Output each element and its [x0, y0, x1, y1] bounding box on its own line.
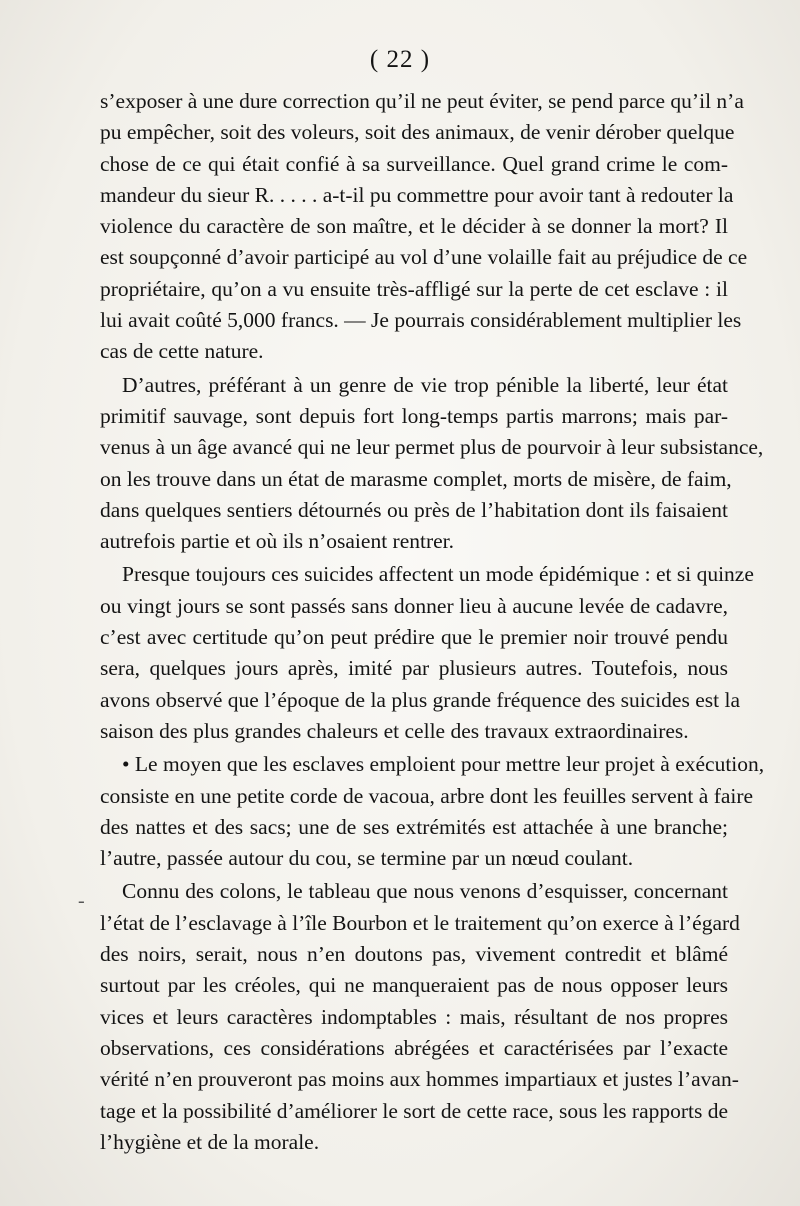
body-text: [100, 84, 765, 1158]
text-line: cas de cette nature.: [100, 339, 264, 364]
text-line: autrefois partie et où ils n’osaient rentrer.: [100, 529, 455, 554]
paragraph: [100, 876, 740, 1158]
text-line: s’exposer à une dure correction qu’il ne peut éviter, se pend parce qu’il n’a: [100, 89, 744, 113]
text-line: tage et la possibilité d’améliorer le sort de cette race, sous les rapports de: [100, 1098, 729, 1123]
text-line: avons observé que l’époque de la plus grande fréquence des suicides est la: [100, 687, 740, 712]
text-line: l’autre, passée autour du cou, se termine par un nœud coulant.: [100, 846, 634, 871]
text-line: surtout par les créoles, qui ne manqueraient pas de nous opposer leurs: [100, 973, 728, 998]
text-line: Connu des colons, le tableau que nous venons d’esquisser, concernant: [122, 879, 728, 904]
text-line: consiste en une petite corde de vacoua, arbre dont les feuilles servent à faire: [100, 783, 754, 808]
paragraph: [100, 749, 765, 874]
text-line: observations, ces considérations abrégées et caractérisées par l’exacte: [100, 1035, 728, 1060]
text-line: mandeur du sieur R. . . . . a-t-il pu commettre pour avoir tant à redouter la: [100, 182, 734, 207]
text-line: on les trouve dans un état de marasme complet, morts de misère, de faim,: [100, 466, 732, 491]
text-line: sera, quelques jours après, imité par plusieurs autres. Toutefois, nous: [100, 656, 728, 681]
text-line: violence du caractère de son maître, et le décider à se donner la mort? Il: [100, 214, 728, 239]
text-line: Presque toujours ces suicides affectent un mode épidémique : et si quinze: [122, 562, 754, 587]
text-line: vérité n’en prouveront pas moins aux hommes impartiaux et justes l’avan-: [100, 1067, 739, 1092]
text-line: primitif sauvage, sont depuis fort long-temps partis marrons; mais par-: [100, 403, 728, 428]
text-line: c’est avec certitude qu’on peut prédire que le premier noir trouvé pendu: [100, 625, 728, 650]
text-line: propriétaire, qu’on a vu ensuite très-affligé sur la perte de cet esclave : il: [100, 276, 728, 301]
text-line: D’autres, préférant à un genre de vie trop pénible la liberté, leur état: [122, 372, 728, 397]
text-line: des noirs, serait, nous n’en doutons pas, vivement contredit et blâmé: [100, 942, 728, 967]
paragraph: [100, 86, 748, 368]
text-line: dans quelques sentiers détournés ou près de l’habitation dont ils faisaient: [100, 497, 728, 522]
text-line: ou vingt jours se sont passés sans donner lieu à aucune levée de cadavre,: [100, 593, 728, 618]
text-line: venus à un âge avancé qui ne leur permet plus de pourvoir à leur subsistance,: [100, 435, 764, 460]
text-line: saison des plus grandes chaleurs et celle des travaux extraordinaires.: [100, 718, 689, 743]
text-line: l’hygiène et de la morale.: [100, 1129, 320, 1154]
text-line: l’état de l’esclavage à l’île Bourbon et le traitement qu’on exerce à l’égard: [100, 910, 740, 935]
text-line: • Le moyen que les esclaves emploient pour mettre leur projet à exécution,: [122, 752, 765, 777]
paragraph: [100, 370, 764, 558]
text-line: des nattes et des sacs; une de ses extrémités est attachée à une branche;: [100, 814, 728, 839]
paragraph: [100, 559, 754, 747]
text-line: pu empêcher, soit des voleurs, soit des animaux, de venir dérober quelque: [100, 120, 735, 145]
text-line: lui avait coûté 5,000 francs. — Je pourrais considérablement multiplier les: [100, 308, 742, 333]
margin-mark: -: [78, 890, 85, 912]
page-number: ( 22 ): [369, 46, 431, 73]
text-line: vices et leurs caractères indomptables : mais, résultant de nos propres: [100, 1004, 728, 1029]
text-line: chose de ce qui était confié à sa surveillance. Quel grand crime le com-: [100, 151, 728, 176]
text-line: est soupçonné d’avoir participé au vol d’une volaille fait au préjudice de ce: [100, 245, 748, 270]
